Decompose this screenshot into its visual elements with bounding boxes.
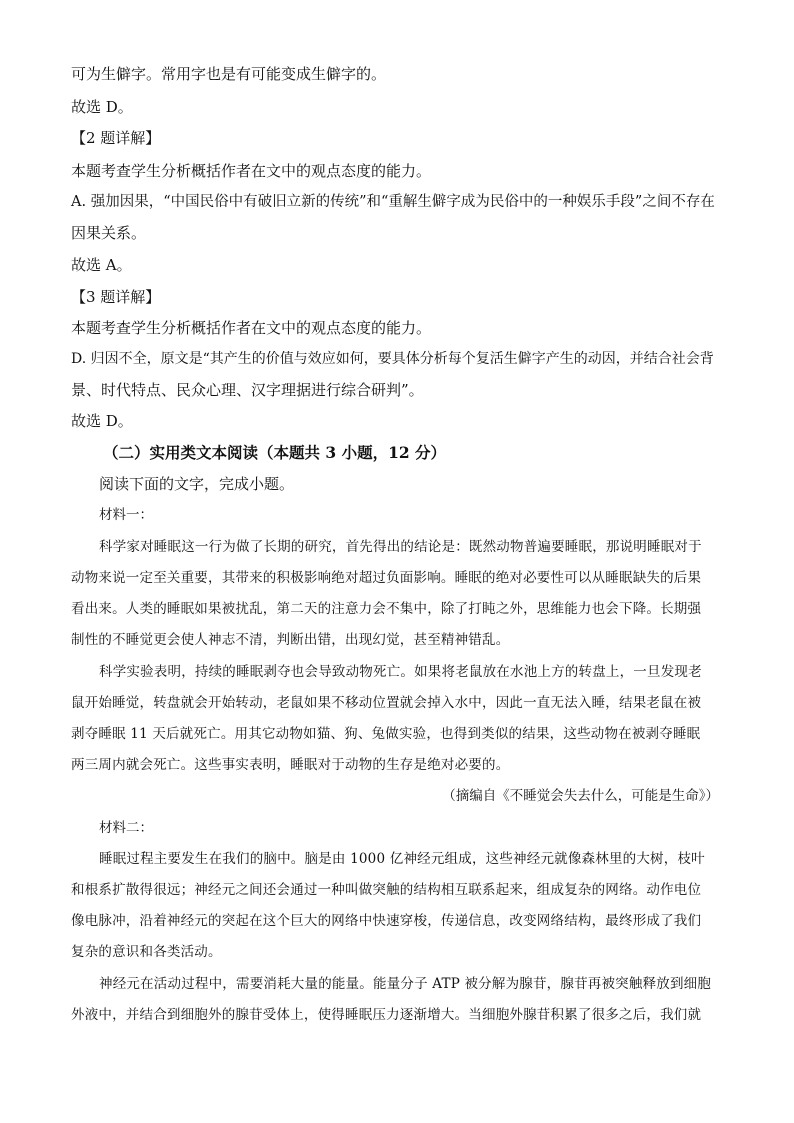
- question-2-heading: 【2 题详解】: [71, 129, 161, 147]
- material-1-text: 科学家对睡眠这一行为做了长期的研究，首先得出的结论是：既然动物普遍要睡眠，那说明睡眠对于: [99, 539, 702, 555]
- material-1-text: 剥夺睡眠 11 天后就死亡。用其它动物如猫、狗、兔做实验，也得到类似的结果，这些动物在被剥夺睡眠: [71, 726, 701, 742]
- answer-text: 可为生僻字。常用字也是有可能变成生僻字的。: [71, 65, 387, 83]
- answer-text: A. 强加因果，“中国民俗中有破旧立新的传统”和“重解生僻字成为民俗中的一种娱乐手段”之间不存在: [71, 194, 715, 210]
- section-instruction: 阅读下面的文字，完成小题。: [99, 475, 295, 493]
- answer-text: 本题考查学生分析概括作者在文中的观点态度的能力。: [71, 319, 432, 337]
- material-1-label: 材料一：: [99, 507, 153, 523]
- material-1-text: 动物来说一定至关重要，其带来的积极影响绝对超过负面影响。睡眠的绝对必要性可以从睡眠缺失的后果: [71, 570, 702, 586]
- material-2-text: 神经元在活动过程中，需要消耗大量的能量。能量分子 ATP 被分解为腺苷，腺苷再被突触释放到细胞: [99, 976, 712, 992]
- answer-text: 因果关系。: [71, 224, 147, 242]
- answer-text: D. 归因不全，原文是“其产生的价值与效应如何，要具体分析每个复活生僻字产生的动因，并结合社会背: [71, 351, 714, 367]
- material-2-text: 睡眠过程主要发生在我们的脑中。脑是由 1000 亿神经元组成，这些神经元就像森林里的大树，枝叶: [99, 851, 705, 867]
- material-2-text: 像电脉冲，沿着神经元的突起在这个巨大的网络中快速穿梭，传递信息，改变网络结构，最终形成了我们: [71, 913, 702, 929]
- answer-text: 景、时代特点、民众心理、汉字理据进行综合研判”。: [71, 381, 424, 399]
- answer-choice: 故选 D。: [71, 412, 133, 430]
- material-2-text: 和根系扩散得很远；神经元之间还会通过一种叫做突触的结构相互联系起来，组成复杂的网络。动作电位: [71, 882, 702, 898]
- material-1-text: 科学实验表明，持续的睡眠剥夺也会导致动物死亡。如果将老鼠放在水池上方的转盘上，一旦发现老: [99, 664, 702, 680]
- material-1-source: （摘编自《不睡觉会失去什么，可能是生命》）: [442, 788, 719, 804]
- material-2-text: 外液中，并结合到细胞外的腺苷受体上，使得睡眠压力逐渐增大。当细胞外腺苷积累了很多之后，我们就: [71, 1007, 702, 1023]
- answer-text: 本题考查学生分析概括作者在文中的观点态度的能力。: [71, 162, 432, 180]
- answer-choice: 故选 D。: [71, 98, 133, 116]
- section-title: （二）实用类文本阅读（本题共 3 小题，12 分）: [103, 443, 447, 462]
- material-1-text: 两三周内就会死亡。这些事实表明，睡眠对于动物的生存是绝对必要的。: [71, 757, 510, 773]
- answer-choice: 故选 A。: [71, 256, 132, 274]
- question-3-heading: 【3 题详解】: [71, 288, 161, 306]
- material-2-text: 复杂的意识和各类活动。: [71, 944, 222, 960]
- material-1-text: 鼠开始睡觉，转盘就会开始转动，老鼠如果不移动位置就会掉入水中，因此一直无法入睡，结果老鼠在被: [71, 695, 702, 711]
- material-1-text: 制性的不睡觉更会使人神志不清，判断出错，出现幻觉，甚至精神错乱。: [71, 632, 510, 648]
- material-2-label: 材料二：: [99, 820, 153, 836]
- material-1-text: 看出来。人类的睡眠如果被扰乱，第二天的注意力会不集中，除了打盹之外，思维能力也会下降。长期强: [71, 601, 702, 617]
